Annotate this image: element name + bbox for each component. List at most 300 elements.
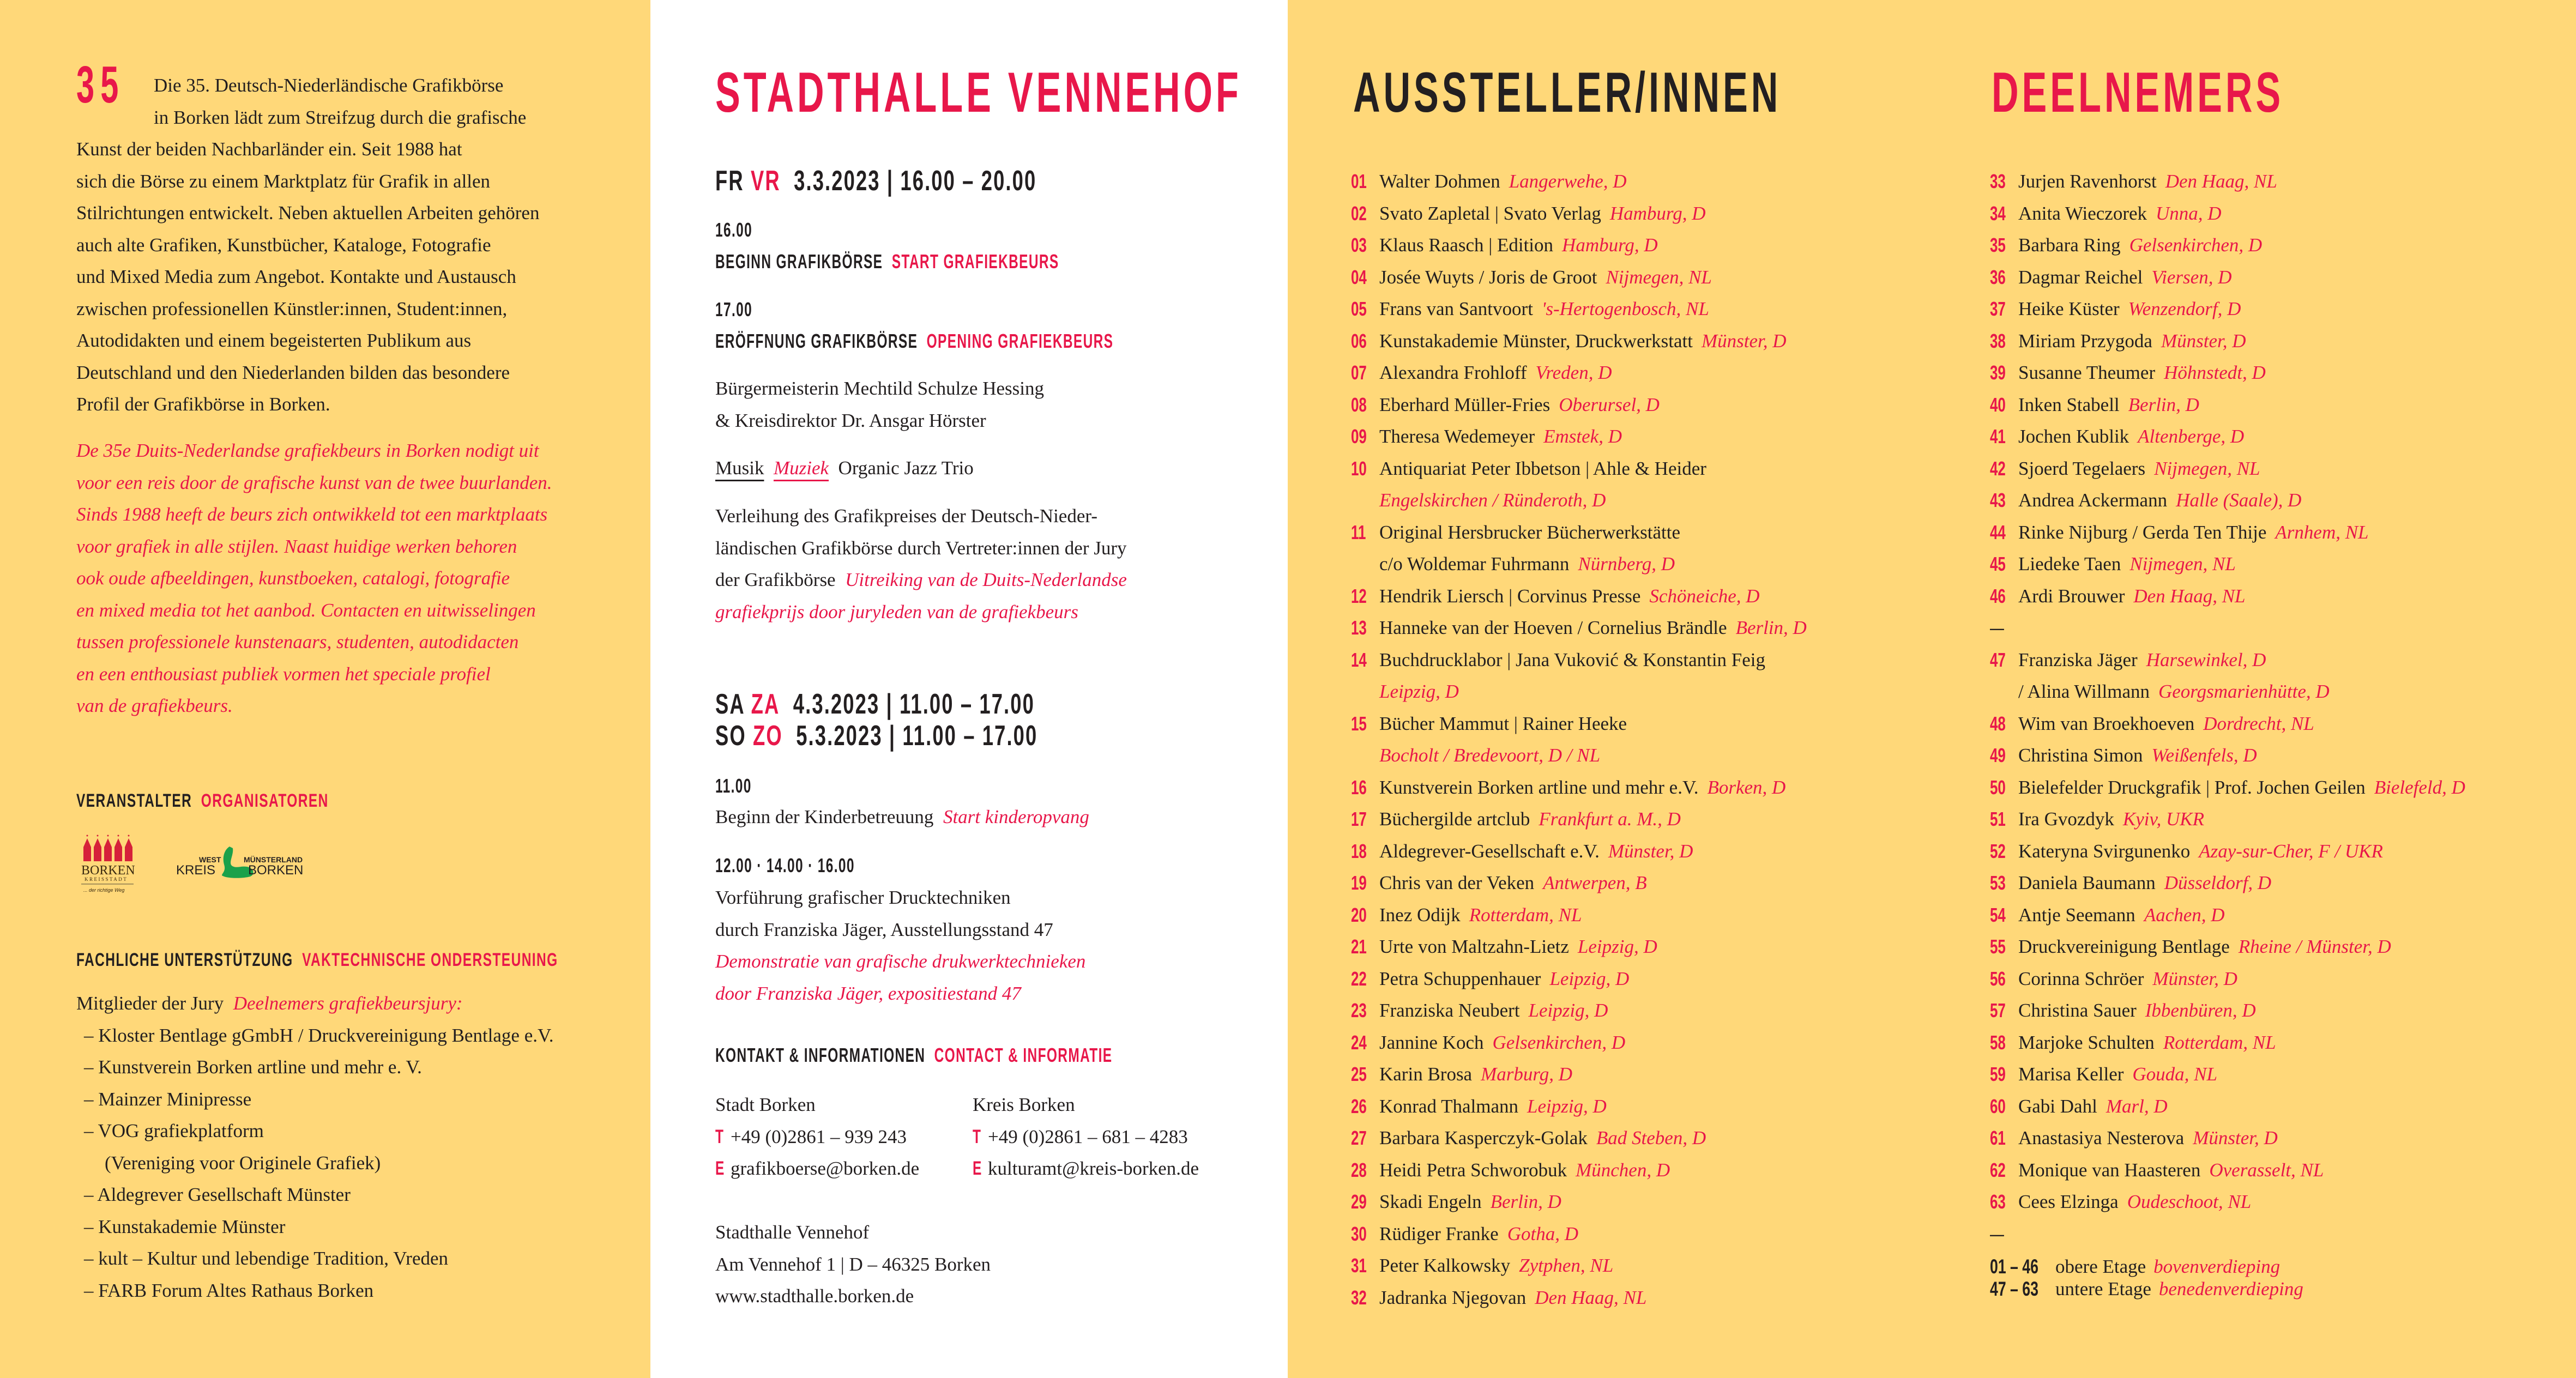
exhibitor-location: Berlin, D	[2128, 394, 2199, 415]
list-item	[1990, 325, 2576, 358]
exhibitor-name: Marjoke Schulten	[2018, 1031, 2155, 1053]
list-item	[1351, 1091, 1978, 1123]
intro-line: De 35e Duits-Nederlandse grafiekbeurs in Borken nodigt uit	[76, 440, 539, 461]
booth-number: 06	[1351, 329, 1367, 352]
exhibitor-name: Christina Simon	[2018, 745, 2143, 766]
list-item	[1351, 931, 1978, 963]
booth-number: 01	[1351, 170, 1367, 192]
booth-number	[1990, 676, 2010, 708]
floor-range: 01 – 46	[1990, 1255, 2038, 1278]
booth-number	[1351, 548, 1371, 581]
opening-speakers	[715, 373, 1266, 437]
booth-number: 12	[1351, 584, 1367, 607]
time-range: 11.00 – 17.00	[902, 720, 1038, 752]
intro-line: van de grafiekbeurs.	[76, 695, 233, 716]
jury-item: (Vereniging voor Originele Grafiek)	[105, 1152, 381, 1174]
exhibitor-name: Heidi Petra Schworobuk	[1379, 1159, 1567, 1181]
logo-borken-sub: KREISSTADT	[85, 877, 128, 882]
venue-website-link[interactable]: www.stadthalle.borken.de	[715, 1285, 914, 1307]
list-item	[1990, 836, 2576, 868]
event-de: ERÖFFNUNG GRAFIKBÖRSE	[715, 330, 918, 352]
list-item	[1990, 421, 2576, 453]
list-item	[1990, 708, 2576, 740]
booth-number: 16	[1351, 776, 1367, 799]
event-time: 17.00	[715, 298, 753, 321]
list-item	[1990, 740, 2576, 772]
award-text	[715, 500, 1266, 628]
exhibitor-name: Rinke Nijburg / Gerda Ten Thije	[2018, 521, 2267, 543]
support-de: FACHLICHE UNTERSTÜTZUNG	[76, 950, 293, 970]
booth-number: 05	[1351, 298, 1367, 320]
booth-number: 63	[1990, 1190, 2006, 1213]
contact-phone[interactable]	[973, 1121, 1230, 1153]
event-nl: OPENING GRAFIEKBEURS	[926, 330, 1114, 352]
list-item	[1351, 963, 1978, 995]
exhibitor-name: Jadranka Njegovan	[1379, 1286, 1527, 1308]
exhibitor-name: Kunstakademie Münster, Druckwerkstatt	[1379, 330, 1693, 352]
booth-number: 13	[1351, 617, 1367, 639]
list-item	[1351, 262, 1978, 294]
exhibitor-name: Druckvereinigung Bentlage	[2018, 936, 2230, 957]
exhibitor-location: Azay-sur-Cher, F / UKR	[2199, 840, 2383, 862]
exhibitor-name: Franziska Jäger	[2018, 649, 2138, 670]
booth-number: 62	[1990, 1158, 2006, 1181]
music-de: Musik	[715, 457, 764, 479]
exhibitor-location: Engelskirchen / Ründeroth, D	[1379, 489, 1606, 511]
list-item	[1990, 1059, 2576, 1091]
list-item	[1990, 517, 2576, 549]
organizers-de: VERANSTALTER	[76, 790, 192, 811]
booth-number: 29	[1351, 1190, 1367, 1213]
exhibitor-location: Gouda, NL	[2132, 1063, 2217, 1085]
list-item	[1351, 612, 1978, 644]
booth-number: 60	[1990, 1095, 2006, 1117]
date: 5.3.2023	[796, 720, 883, 752]
list-item	[1351, 899, 1978, 932]
day-nl: VR	[750, 165, 781, 197]
exhibitor-name: Klaus Raasch | Edition	[1379, 234, 1554, 256]
exhibitor-name: Alexandra Frohloff	[1379, 362, 1527, 383]
jury-list	[76, 988, 643, 1307]
time-range: 16.00 – 20.00	[900, 165, 1037, 197]
list-item	[1990, 229, 2576, 262]
exhibitor-location: Rheine / Münster, D	[2238, 936, 2391, 957]
exhibitor-name: Svato Zapletal | Svato Verlag	[1379, 202, 1601, 224]
booth-number: 38	[1990, 329, 2006, 352]
exhibitor-name: Antiquariat Peter Ibbetson | Ahle & Heider	[1379, 457, 1706, 479]
jury-item: – VOG grafiekplatform	[84, 1120, 264, 1141]
exhibitor-list	[1351, 166, 1978, 1314]
contact-stadt-borken	[715, 1089, 973, 1185]
exhibitor-location: Dordrecht, NL	[2203, 712, 2314, 734]
exhibitor-location: Nijmegen, NL	[1606, 266, 1712, 288]
exhibitor-location: Ibbenbüren, D	[2145, 1000, 2256, 1021]
exhibitor-name: Petra Schuppenhauer	[1379, 968, 1541, 989]
contact-nl: CONTACT & INFORMATIE	[934, 1044, 1113, 1066]
booth-number: 46	[1990, 584, 2006, 607]
exhibitor-location: Overasselt, NL	[2209, 1159, 2324, 1181]
exhibitor-name: Kateryna Svirgunenko	[2018, 840, 2191, 862]
list-item	[1990, 1027, 2576, 1059]
event-title	[715, 331, 1113, 351]
exhibitor-name: Marisa Keller	[2018, 1063, 2124, 1085]
exhibitor-name: Peter Kalkowsky	[1379, 1255, 1511, 1276]
email-label: E	[715, 1158, 725, 1179]
exhibitor-location: Frankfurt a. M., D	[1539, 808, 1681, 830]
exhibitor-location: Marl, D	[2106, 1095, 2168, 1117]
booth-number: 08	[1351, 393, 1367, 416]
exhibitor-location: Wenzendorf, D	[2128, 298, 2241, 319]
logo-borken-name: BORKEN	[81, 863, 135, 878]
list-item	[1990, 1091, 2576, 1123]
booth-number: 25	[1351, 1063, 1367, 1085]
intro-line: voor een reis door de grafische kunst van de twee buurlanden.	[76, 472, 552, 493]
organizer-logos	[79, 833, 341, 898]
list-item	[1351, 836, 1978, 868]
jury-item: – Aldegrever Gesellschaft Münster	[84, 1184, 351, 1205]
list-item	[1351, 293, 1978, 325]
exhibitor-name: Theresa Wedemeyer	[1379, 426, 1535, 447]
list-item	[1990, 644, 2576, 676]
email-link[interactable]: grafikboerse@borken.de	[731, 1158, 920, 1179]
jury-label-nl: Deelnemers grafiekbeursjury:	[233, 993, 463, 1014]
booth-number: 02	[1351, 202, 1367, 225]
exhibitor-name: Frans van Santvoort	[1379, 298, 1533, 319]
exhibitor-location: Nürnberg, D	[1578, 553, 1675, 575]
exhibitor-name: Daniela Baumann	[2018, 872, 2156, 893]
booth-number: 22	[1351, 967, 1367, 990]
list-item	[1990, 963, 2576, 995]
booth-number: 53	[1990, 872, 2006, 894]
logo-kreis-muensterland: MÜNSTERLAND	[244, 855, 303, 864]
list-item	[1351, 867, 1978, 899]
exhibitor-name: Anita Wieczorek	[2018, 202, 2147, 224]
exhibitor-name: Konrad Thalmann	[1379, 1095, 1518, 1117]
phone-number[interactable]: +49 (0)2861 – 681 – 4283	[988, 1126, 1188, 1147]
booth-number: 42	[1990, 457, 2006, 480]
booth-number: 31	[1351, 1254, 1367, 1277]
booth-number: 33	[1990, 170, 2006, 192]
exhibitor-location: Hamburg, D	[1609, 202, 1706, 224]
exhibitor-location: Kyiv, UKR	[2122, 808, 2204, 830]
list-item	[1351, 485, 1978, 517]
exhibitor-name: Antje Seemann	[2018, 904, 2135, 926]
award-de: der Grafikbörse	[715, 569, 836, 590]
booth-number: 49	[1990, 744, 2006, 766]
list-item	[1990, 899, 2576, 932]
exhibitor-location: Münster, D	[1701, 330, 1787, 352]
exhibitor-name: Hanneke van der Hoeven / Cornelius Brändle	[1379, 617, 1727, 638]
booth-number: 59	[1990, 1063, 2006, 1085]
list-item	[1351, 1027, 1978, 1059]
intro-dutch	[76, 435, 638, 722]
exhibitor-name: Hendrik Liersch | Corvinus Presse	[1379, 585, 1641, 607]
list-item	[1351, 1155, 1978, 1187]
exhibitor-location: Hamburg, D	[1562, 234, 1658, 256]
list-item	[1351, 198, 1978, 230]
list-item	[1990, 166, 2576, 198]
exhibitor-name: Cees Elzinga	[2018, 1191, 2119, 1212]
support-nl: VAKTECHNISCHE ONDERSTEUNING	[302, 950, 558, 970]
booth-number: 34	[1990, 202, 2006, 225]
exhibitor-location: Georgsmarienhütte, D	[2158, 681, 2330, 702]
booth-number: 23	[1351, 999, 1367, 1022]
booth-number: 41	[1990, 425, 2006, 448]
award-line: grafiekprijs door juryleden van de grafiekbeurs	[715, 601, 1078, 622]
exhibitor-location: Emstek, D	[1543, 426, 1622, 447]
list-item	[1351, 357, 1978, 389]
jury-label-de: Mitglieder der Jury	[76, 993, 224, 1014]
exhibitor-name: Barbara Kasperczyk-Golak	[1379, 1127, 1588, 1149]
booth-number: 11	[1351, 521, 1366, 543]
day-de: FR	[715, 165, 744, 197]
booth-number: 37	[1990, 298, 2006, 320]
list-item	[1990, 1122, 2576, 1155]
logo-borken-slogan: ... der richtige Weg	[83, 887, 125, 893]
exhibitor-location: München, D	[1576, 1159, 1670, 1181]
list-item	[1990, 772, 2576, 804]
exhibitor-name: Susanne Theumer	[2018, 362, 2156, 383]
booth-number: 55	[1990, 935, 2006, 958]
booth-number: 17	[1351, 808, 1367, 830]
exhibitor-location: Antwerpen, B	[1543, 872, 1647, 893]
exhibitor-location: Berlin, D	[1735, 617, 1807, 638]
booth-number: 03	[1351, 234, 1367, 256]
exhibitor-location: Nijmegen, NL	[2129, 553, 2236, 575]
list-item	[1351, 1059, 1978, 1091]
list-item	[1990, 867, 2576, 899]
contact-heading	[715, 1045, 1112, 1065]
booth-number	[1351, 740, 1371, 772]
award-nl: Uitreiking van de Duits-Nederlandse	[845, 569, 1127, 590]
list-item	[1351, 708, 1978, 740]
address-line: Am Vennehof 1 | D – 46325 Borken	[715, 1253, 991, 1275]
exhibitor-location: Halle (Saale), D	[2176, 489, 2302, 511]
exhibitor-name: Karin Brosa	[1379, 1063, 1473, 1085]
exhibitor-location: Oudeschoot, NL	[2127, 1191, 2252, 1212]
booth-number: 36	[1990, 265, 2006, 288]
support-heading	[76, 950, 558, 971]
exhibitor-name: Inez Odijk	[1379, 904, 1461, 926]
participants-title: DEELNEMERS	[1992, 61, 2284, 124]
list-item	[1351, 453, 1978, 485]
floor-nl: bovenverdieping	[2153, 1256, 2281, 1277]
list-item	[1990, 262, 2576, 294]
exhibitor-location: Weißenfels, D	[2151, 745, 2257, 766]
exhibitor-name: Gabi Dahl	[2018, 1095, 2097, 1117]
jury-item: – FARB Forum Altes Rathaus Borken	[84, 1279, 374, 1301]
contact-email[interactable]	[715, 1153, 973, 1185]
list-item	[1990, 453, 2576, 485]
event-time: 16.00	[715, 219, 753, 241]
list-item	[1351, 995, 1978, 1027]
separator: |	[886, 688, 893, 720]
booth-number: 30	[1351, 1222, 1367, 1245]
phone-label: T	[973, 1126, 981, 1147]
list-item	[1990, 612, 2576, 644]
exhibitor-name: Buchdrucklabor | Jana Vuković & Konstantin Feig	[1379, 649, 1766, 670]
exhibitor-location: Leipzig, D	[1379, 681, 1459, 702]
exhibitor-name: c/o Woldemar Fuhrmann	[1379, 553, 1570, 575]
demo-time: 12.00 · 14.00 · 16.00	[715, 854, 855, 877]
award-line: ländischen Grafikbörse durch Vertreter:innen der Jury	[715, 537, 1127, 559]
booth-number: 35	[1990, 234, 2006, 256]
booth-number: 44	[1990, 521, 2006, 543]
exhibitor-name: Andrea Ackermann	[2018, 489, 2168, 511]
booth-number: 27	[1351, 1127, 1367, 1149]
exhibitor-name: Ira Gvozdyk	[2018, 808, 2114, 830]
exhibitor-location: Marburg, D	[1481, 1063, 1572, 1085]
exhibitor-name: Heike Küster	[2018, 298, 2120, 319]
exhibitor-location: Aachen, D	[2144, 904, 2225, 926]
exhibitor-location: Zytphen, NL	[1519, 1255, 1614, 1276]
sunday-dateline	[715, 722, 1037, 750]
exhibitor-name: Eberhard Müller-Fries	[1379, 394, 1551, 415]
speaker-line: Bürgermeisterin Mechtild Schulze Hessing	[715, 378, 1044, 399]
separator: |	[889, 720, 896, 752]
list-item	[1351, 548, 1978, 581]
intro-line: voor grafiek in alle stijlen. Naast huidige werken behoren	[76, 535, 517, 557]
exhibitor-name: Skadi Engeln	[1379, 1191, 1482, 1212]
booth-number: 20	[1351, 903, 1367, 926]
list-item	[1990, 581, 2576, 613]
exhibitor-location: Oberursel, D	[1559, 394, 1660, 415]
exhibitor-location: Harsewinkel, D	[2146, 649, 2266, 670]
exhibitor-location: Münster, D	[2152, 968, 2237, 989]
list-item	[1990, 198, 2576, 230]
floor-nl: benedenverdieping	[2158, 1278, 2303, 1300]
intro-line: und Mixed Media zum Angebot. Kontakte und Austausch	[76, 266, 516, 287]
list-item	[1351, 740, 1978, 772]
exhibitor-name: Dagmar Reichel	[2018, 266, 2143, 288]
floor-row	[1990, 1278, 2303, 1300]
kids-line	[715, 801, 1266, 833]
contact-kreis-borken	[973, 1089, 1230, 1185]
floor-range: 47 – 63	[1990, 1278, 2038, 1300]
exhibitor-location: Bielefeld, D	[2374, 776, 2465, 798]
exhibitor-name: Josée Wuyts / Joris de Groot	[1379, 266, 1597, 288]
music-nl: Muziek	[773, 457, 829, 479]
intro-line: Profil der Grafikbörse in Borken.	[76, 394, 330, 415]
phone-number[interactable]: +49 (0)2861 – 939 243	[731, 1126, 907, 1147]
logo-kreis-borken: BORKEN	[248, 863, 304, 878]
exhibitors-title: AUSSTELLER/INNEN	[1353, 61, 1782, 124]
contact-de: KONTAKT & INFORMATIONEN	[715, 1044, 926, 1066]
exhibitor-location: Münster, D	[2193, 1127, 2278, 1149]
booth-number: 45	[1990, 553, 2006, 575]
intro-line: en mixed media tot het aanbod. Contacten en uitwisselingen	[76, 599, 536, 621]
floor-legend	[1990, 1255, 2303, 1300]
list-item	[1990, 1186, 2576, 1218]
exhibitor-name: Urte von Maltzahn-Lietz	[1379, 936, 1569, 957]
booth-number: 48	[1990, 712, 2006, 735]
intro-line: zwischen professionellen Künstler:innen, Student:innen,	[76, 298, 508, 319]
demo-line: Vorführung grafischer Drucktechniken	[715, 887, 1011, 908]
contact-email[interactable]	[973, 1153, 1230, 1185]
jury-item: – Kloster Bentlage gGmbH / Druckvereinigung Bentlage e.V.	[84, 1024, 554, 1046]
booth-number: 52	[1990, 839, 2006, 862]
award-line: Verleihung des Grafikpreises der Deutsch-Nieder-	[715, 505, 1097, 527]
contact-columns	[715, 1089, 1282, 1185]
day-nl: ZO	[753, 720, 783, 752]
exhibitor-name: / Alina Willmann	[2018, 681, 2150, 702]
intro-line: Stilrichtungen entwickelt. Neben aktuellen Arbeiten gehören	[76, 202, 540, 223]
list-item	[1351, 581, 1978, 613]
exhibitor-name: Christina Sauer	[2018, 1000, 2137, 1021]
intro-line: Die 35. Deutsch-Niederländische Grafikbörse	[154, 75, 504, 96]
exhibitor-name: Monique van Haasteren	[2018, 1159, 2201, 1181]
booth-number: 14	[1351, 648, 1367, 671]
list-item	[1351, 517, 1978, 549]
floor-de: obere Etage	[2055, 1256, 2146, 1277]
exhibitor-name: Rüdiger Franke	[1379, 1223, 1499, 1244]
intro-line: Deutschland und den Niederlanden bilden das besondere	[76, 361, 510, 383]
exhibitor-location: Leipzig, D	[1527, 1095, 1607, 1117]
event-de: BEGINN GRAFIKBÖRSE	[715, 250, 883, 273]
demo-line: Demonstratie van grafische drukwerktechnieken	[715, 951, 1086, 972]
intro-line: Sinds 1988 heeft de beurs zich ontwikkeld tot een marktplaats	[76, 504, 548, 525]
email-link[interactable]: kulturamt@kreis-borken.de	[988, 1158, 1199, 1179]
list-item	[1351, 421, 1978, 453]
list-item	[1351, 1218, 1978, 1250]
booth-number: 18	[1351, 839, 1367, 862]
booth-number: 21	[1351, 935, 1367, 958]
contact-name: Stadt Borken	[715, 1094, 816, 1115]
intro-line: sich die Börse zu einem Marktplatz für Grafik in allen	[76, 170, 491, 192]
booth-number: 04	[1351, 265, 1367, 288]
date: 3.3.2023	[794, 165, 880, 197]
intro-line: Autodidakten und einem begeisterten Publikum aus	[76, 330, 472, 351]
exhibitor-location: Viersen, D	[2151, 266, 2232, 288]
floor-row	[1990, 1255, 2303, 1278]
list-item	[1351, 166, 1978, 198]
booth-number: 61	[1990, 1127, 2006, 1149]
exhibitor-location: Den Haag, NL	[2133, 585, 2246, 607]
booth-number: —	[1990, 1222, 2004, 1245]
exhibitor-location: Gotha, D	[1507, 1223, 1578, 1244]
exhibitor-location: Münster, D	[1608, 840, 1693, 862]
list-item	[1990, 357, 2576, 389]
exhibitor-name: Büchergilde artclub	[1379, 808, 1530, 830]
logo-kreis-kreis: KREIS	[176, 863, 216, 878]
exhibitor-location: Arnhem, NL	[2275, 521, 2369, 543]
jury-item: – Kunstverein Borken artline und mehr e. V.	[84, 1056, 422, 1078]
list-item	[1990, 1218, 2576, 1250]
participant-list	[1990, 166, 2576, 1250]
jury-item: – Mainzer Minipresse	[84, 1088, 252, 1110]
exhibitor-location: Altenberge, D	[2138, 426, 2245, 447]
contact-phone[interactable]	[715, 1121, 973, 1153]
award-line	[715, 564, 1266, 596]
list-item	[1351, 325, 1978, 358]
exhibitor-name: Corinna Schröer	[2018, 968, 2144, 989]
list-item	[1990, 803, 2576, 836]
exhibitor-location: Bocholt / Bredevoort, D / NL	[1379, 745, 1601, 766]
booth-number: 07	[1351, 361, 1367, 384]
address-line: Stadthalle Vennehof	[715, 1222, 870, 1243]
booth-number: 51	[1990, 808, 2006, 830]
exhibitor-location: Bad Steben, D	[1596, 1127, 1706, 1149]
exhibitor-location: Schöneiche, D	[1649, 585, 1760, 607]
intro-line: en een enthousiast publiek vormen het speciale profiel	[76, 663, 491, 685]
organizers-nl: ORGANISATOREN	[201, 790, 329, 811]
exhibitor-name: Miriam Przygoda	[2018, 330, 2152, 352]
booth-number: —	[1990, 617, 2004, 639]
venue-address	[715, 1217, 1266, 1313]
exhibitor-location: Berlin, D	[1490, 1191, 1561, 1212]
exhibitor-location: Höhnstedt, D	[2164, 362, 2266, 383]
list-item	[1351, 229, 1978, 262]
